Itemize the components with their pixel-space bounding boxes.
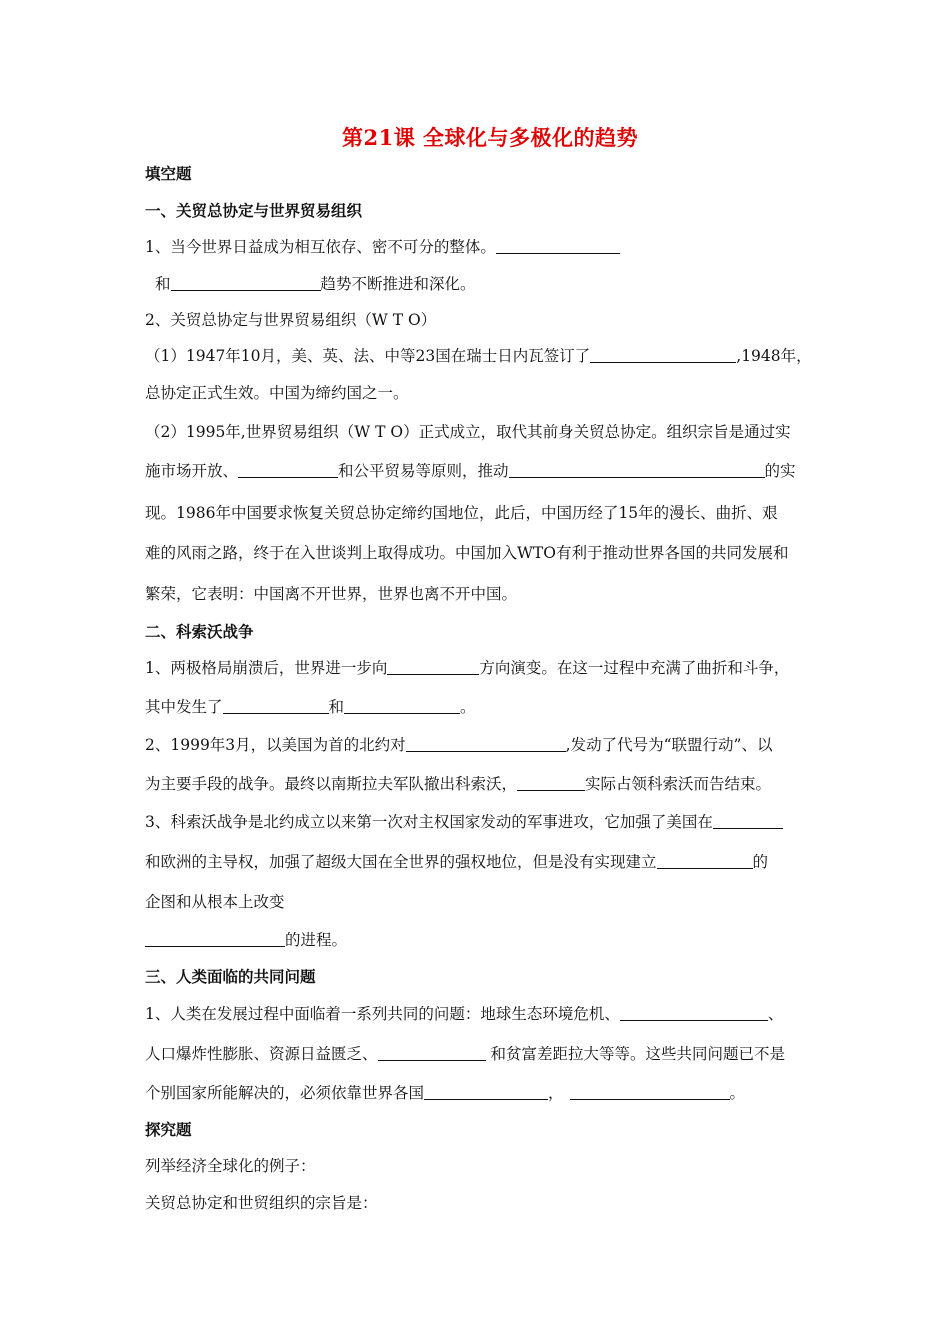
- answer-blank[interactable]: [145, 930, 285, 947]
- question-1-2-1: （1）1947年10月，美、英、法、中等23国在瑞士日内瓦签订了 ,1948年，: [145, 347, 812, 365]
- answer-blank[interactable]: [496, 237, 620, 254]
- answer-blank[interactable]: [344, 697, 460, 714]
- page-title: 第21课 全球化与多极化的趋势: [341, 125, 639, 150]
- answer-blank[interactable]: [713, 812, 783, 829]
- answer-blank[interactable]: [238, 461, 338, 478]
- answer-blank[interactable]: [570, 1083, 730, 1100]
- question-3-1-cont: 人口爆炸性膨胀、资源日益匮乏、 和贫富差距拉大等等。这些共同问题已不是: [145, 1045, 785, 1063]
- question-1-1: 1、当今世界日益成为相互依存、密不可分的整体。: [145, 236, 620, 258]
- answer-blank[interactable]: [509, 461, 765, 478]
- question-2-3-end: 的进程。: [145, 929, 347, 951]
- question-2-3-cont: 和欧洲的主导权，加强了超级大国在全世界的强权地位，但是没有实现建立 的: [145, 853, 769, 871]
- explore-question-1: 列举经济全球化的例子：: [145, 1157, 316, 1175]
- answer-blank[interactable]: [517, 774, 585, 791]
- answer-blank[interactable]: [223, 697, 329, 714]
- question-2-2-cont: 为主要手段的战争。最终以南斯拉夫军队撤出科索沃， 实际占领科索沃而告结束。: [145, 775, 772, 793]
- paragraph-line: 难的风雨之路，终于在入世谈判上取得成功。中国加入WTO有利于推动世界各国的共同发展和: [145, 544, 789, 562]
- question-3-1-end: 个别国家所能解决的，必须依靠世界各国 ， 。: [145, 1084, 746, 1102]
- question-1-2-2: （2）1995年,世界贸易组织（W T O）正式成立，取代其前身关贸总协定。组织宗旨是通过实: [145, 423, 791, 441]
- answer-blank[interactable]: [424, 1083, 548, 1100]
- question-3-1: 1、人类在发展过程中面临着一系列共同的问题：地球生态环境危机、 、: [145, 1005, 784, 1023]
- answer-blank[interactable]: [657, 852, 753, 869]
- answer-blank[interactable]: [406, 735, 566, 752]
- question-2-2: 2、1999年3月，以美国为首的北约对 ,发动了代号为“联盟行动”、以: [145, 736, 773, 754]
- question-2-3: 3、科索沃战争是北约成立以来第一次对主权国家发动的军事进攻，它加强了美国在: [145, 811, 783, 833]
- answer-blank[interactable]: [378, 1044, 486, 1061]
- answer-blank[interactable]: [620, 1004, 768, 1021]
- answer-blank[interactable]: [171, 274, 321, 291]
- answer-blank[interactable]: [387, 658, 479, 675]
- question-2-1-cont: 其中发生了 和 。: [145, 698, 476, 716]
- paragraph-line: 繁荣，它表明：中国离不开世界，世界也离不开中国。: [145, 585, 518, 603]
- section-2-heading: 二、科索沃战争: [145, 622, 254, 641]
- question-1-2-2-cont: 施市场开放、 和公平贸易等原则，推动 的实: [145, 462, 796, 480]
- answer-blank[interactable]: [590, 346, 736, 363]
- question-1-2-1-cont: 总协定正式生效。中国为缔约国之一。: [145, 384, 409, 402]
- paragraph-line: 现。1986年中国要求恢复关贸总协定缔约国地位，此后，中国历经了15年的漫长、曲折、艰: [145, 504, 778, 522]
- section-3-heading: 三、人类面临的共同问题: [145, 967, 316, 986]
- question-1-1-cont: 和 趋势不断推进和深化。: [155, 275, 476, 293]
- paragraph-line: 企图和从根本上改变: [145, 893, 285, 911]
- question-2-1: 1、两极格局崩溃后，世界进一步向 方向演变。在这一过程中充满了曲折和斗争，: [145, 659, 790, 677]
- section-fill-heading: 填空题: [145, 164, 192, 183]
- section-1-heading: 一、关贸总协定与世界贸易组织: [145, 201, 363, 220]
- section-explore-heading: 探究题: [145, 1120, 192, 1139]
- explore-question-2: 关贸总协定和世贸组织的宗旨是：: [145, 1194, 378, 1212]
- question-1-2: 2、关贸总协定与世界贸易组织（W T O）: [145, 311, 437, 329]
